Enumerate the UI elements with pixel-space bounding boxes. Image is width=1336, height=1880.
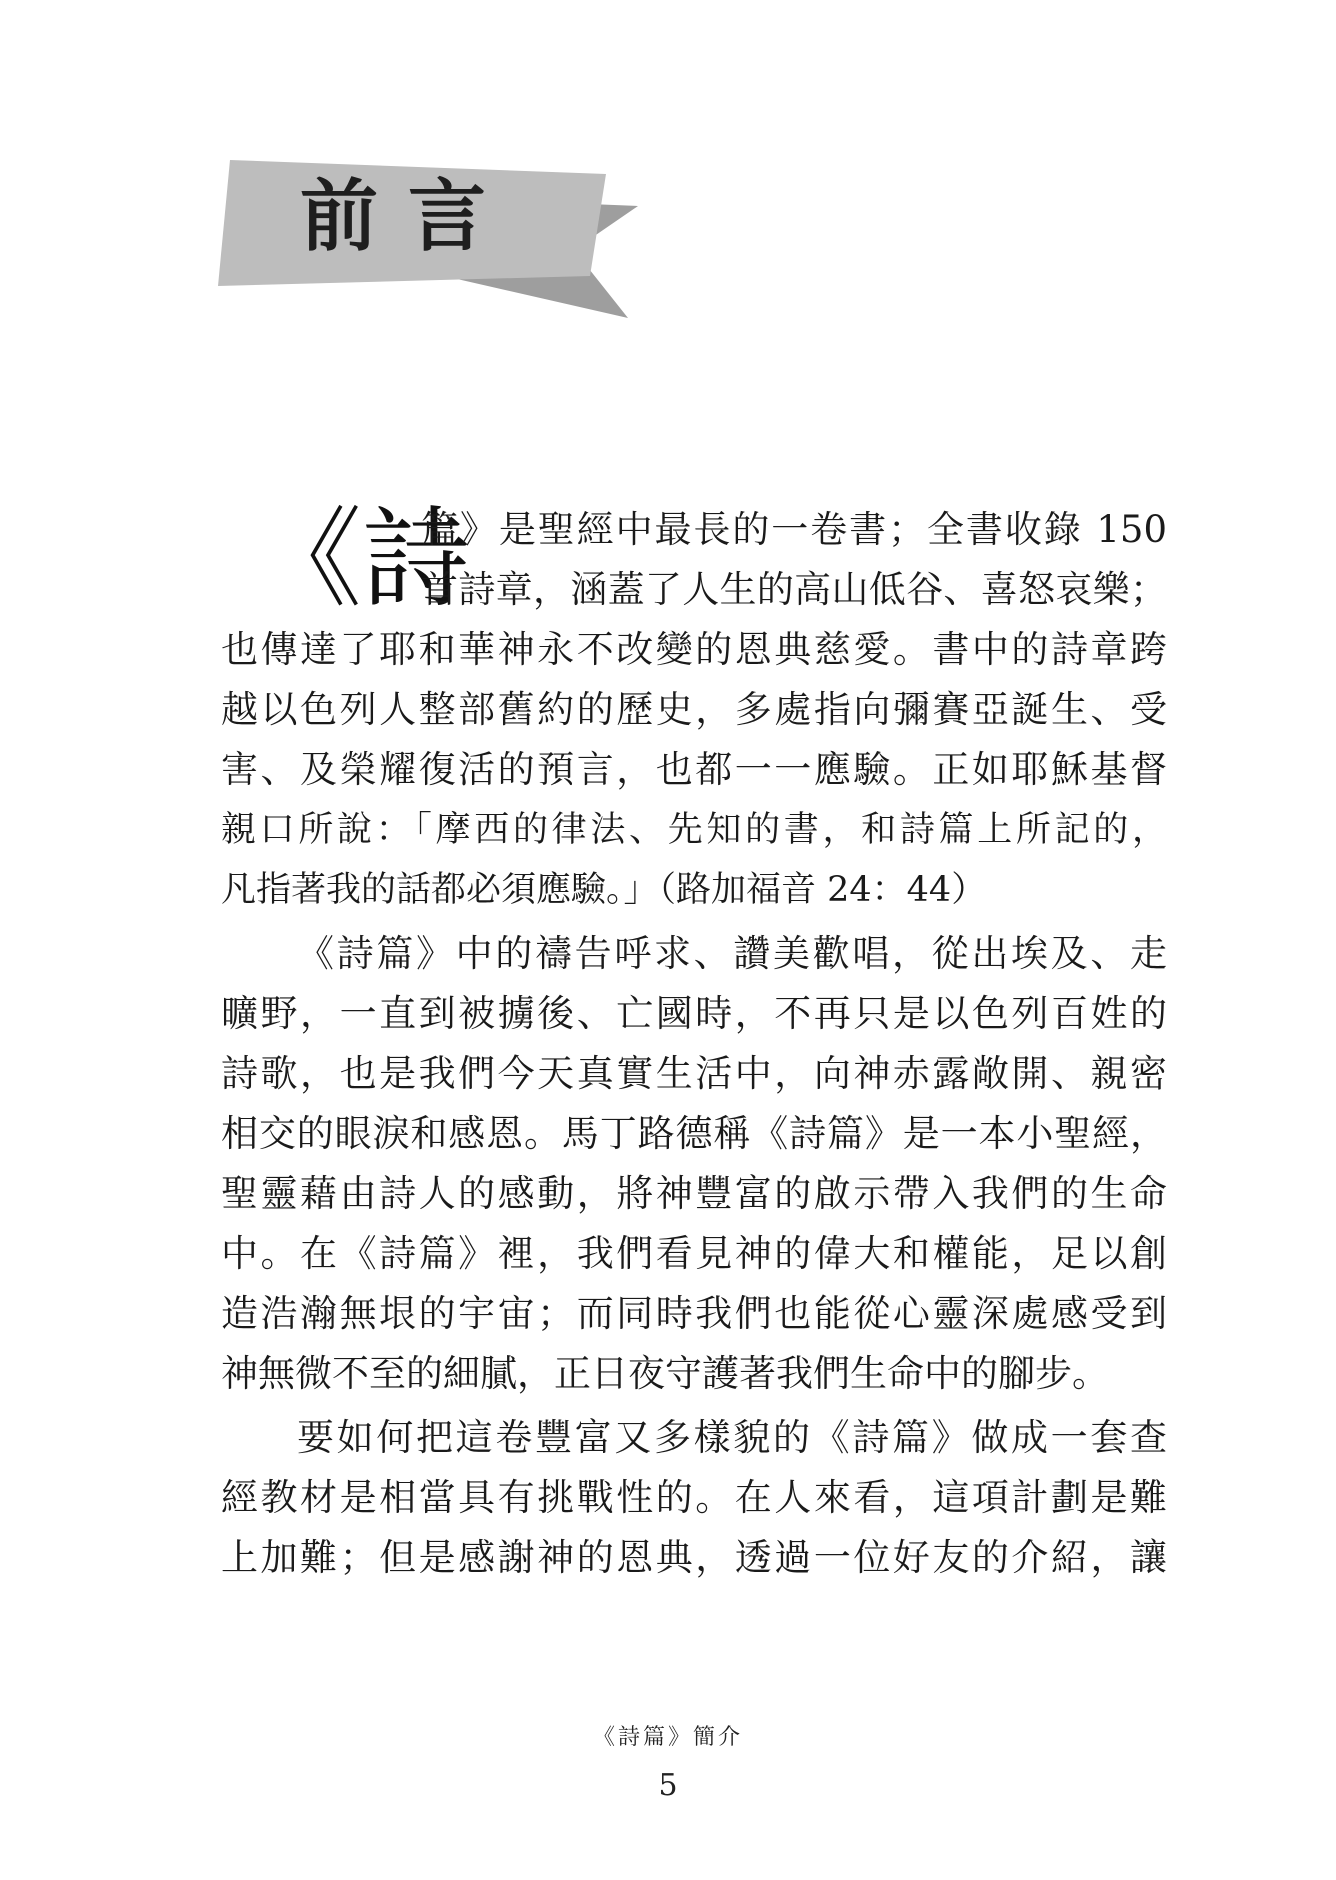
first-paragraph-opening bbox=[221, 497, 1167, 622]
body-text bbox=[221, 497, 1167, 1588]
text-line: 《詩篇》中的禱告呼求、讚美歡唱，從出埃及、走 bbox=[297, 932, 1167, 975]
page-number: 5 bbox=[658, 1768, 678, 1803]
text-line: 神無微不至的細膩，正日夜守護著我們生命中的腳步。 bbox=[221, 1352, 1109, 1395]
section-title: 前言 bbox=[300, 172, 517, 262]
text-line: 篇》是聖經中最長的一卷書；全書收錄 150 bbox=[421, 508, 1167, 551]
text-line: 上加難；但是感謝神的恩典，透過一位好友的介紹，讓 bbox=[221, 1536, 1167, 1579]
quote-line: 凡指著我的話都必須應驗。」（路加福音 24：44） bbox=[221, 870, 987, 910]
paragraph-2 bbox=[221, 924, 1167, 1404]
drop-cap: 《詩 bbox=[254, 497, 471, 622]
text-line: 相交的眼淚和感恩。馬丁路德稱《詩篇》是一本小聖經， bbox=[221, 1112, 1167, 1155]
text-line: 越以色列人整部舊約的歷史，多處指向彌賽亞誕生、受 bbox=[221, 688, 1167, 731]
section-banner bbox=[218, 158, 638, 328]
drop-cap-lines bbox=[421, 500, 1167, 620]
text-line: 聖靈藉由詩人的感動，將神豐富的啟示帶入我們的生命 bbox=[221, 1172, 1167, 1215]
text-line: 害、及榮耀復活的預言，也都一一應驗。正如耶穌基督 bbox=[221, 748, 1167, 791]
paragraph-3 bbox=[221, 1408, 1167, 1588]
text-line: 詩歌，也是我們今天真實生活中，向神赤露敞開、親密 bbox=[221, 1052, 1167, 1095]
quote-line: 親口所說：「摩西的律法、先知的書，和詩篇上所記的， bbox=[221, 810, 1167, 850]
running-footer-title: 《詩篇》簡介 bbox=[592, 1725, 743, 1750]
text-line: 要如何把這卷豐富又多樣貌的《詩篇》做成一套查 bbox=[297, 1416, 1167, 1459]
text-line: 首詩章，涵蓋了人生的高山低谷、喜怒哀樂； bbox=[421, 568, 1167, 611]
text-line: 也傳達了耶和華神永不改變的恩典慈愛。書中的詩章跨 bbox=[221, 628, 1167, 671]
text-line: 經教材是相當具有挑戰性的。在人來看，這項計劃是難 bbox=[221, 1476, 1167, 1519]
text-line: 造浩瀚無垠的宇宙；而同時我們也能從心靈深處感受到 bbox=[221, 1292, 1167, 1335]
paragraph-1 bbox=[221, 620, 1167, 920]
text-line: 曠野，一直到被擄後、亡國時，不再只是以色列百姓的 bbox=[221, 992, 1167, 1035]
text-line: 中。在《詩篇》裡，我們看見神的偉大和權能，足以創 bbox=[221, 1232, 1167, 1275]
